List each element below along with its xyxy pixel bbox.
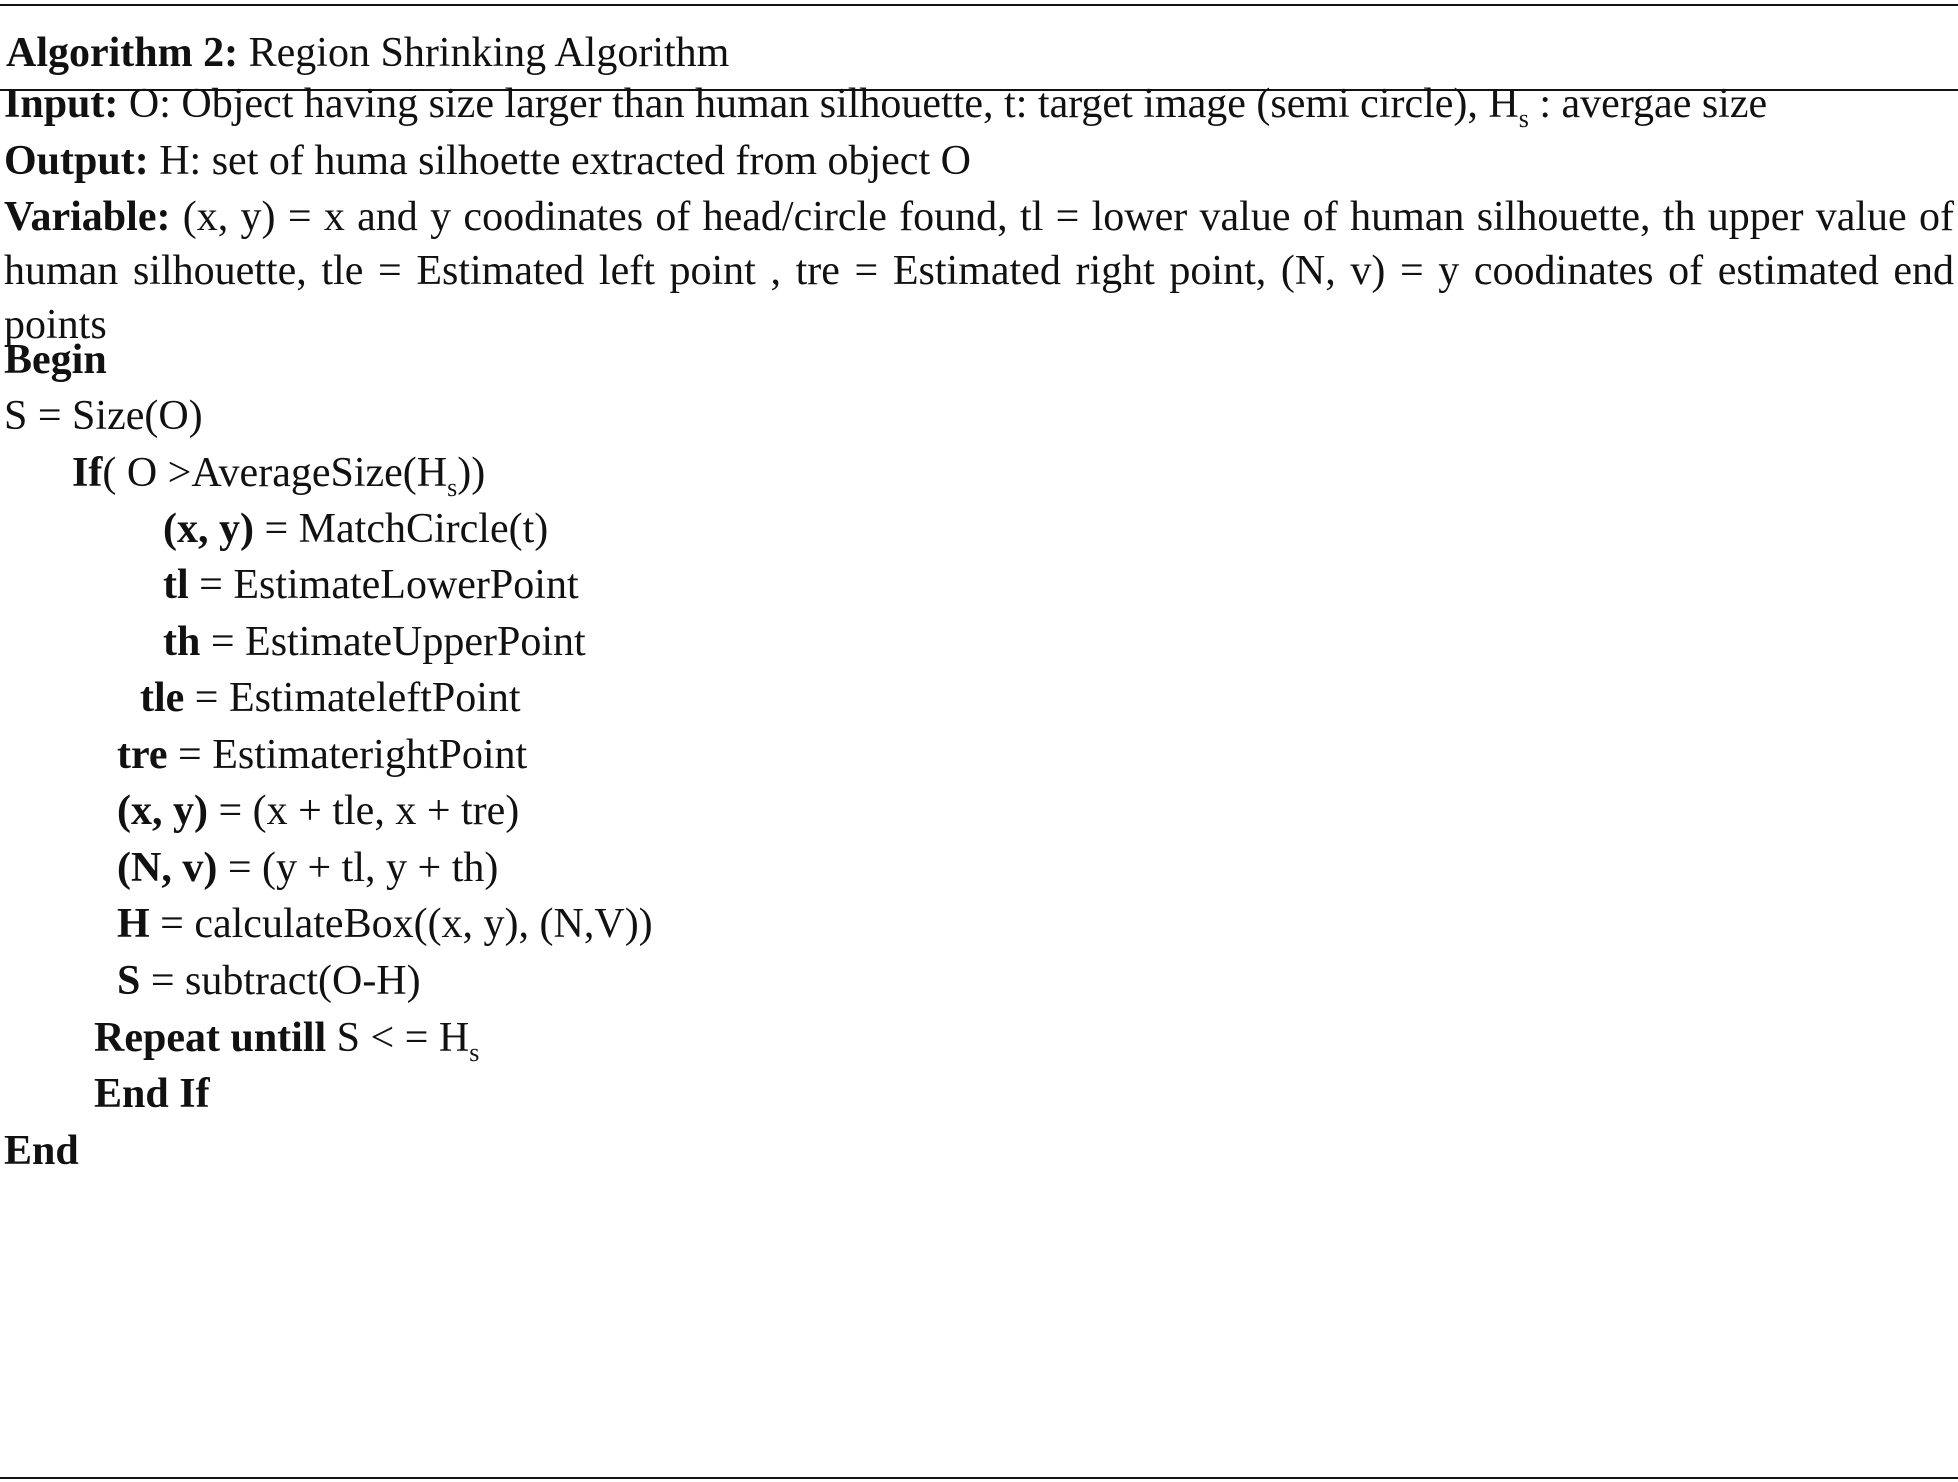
algorithm-title (6, 26, 729, 80)
if-keyword: If (72, 450, 103, 496)
output-text: H: set of huma silhoette extracted from object O (159, 138, 971, 184)
code-line-h (117, 897, 653, 951)
line-s-size: S = Size(O) (4, 393, 203, 439)
code-line-xy (117, 784, 519, 838)
repeat-condition: S < = H (326, 1015, 470, 1061)
end-if-keyword: End If (94, 1071, 210, 1117)
code-var: tre (117, 732, 168, 778)
code-expr: = calculateBox((x, y), (N,V)) (149, 901, 653, 947)
if-condition-sub: s (447, 473, 458, 502)
code-expr: = EstimateleftPoint (184, 675, 521, 721)
code-var: (x, y) (117, 788, 208, 834)
code-line-nv (117, 841, 498, 895)
variable-text: (x, y) = x and y coodinates of head/circle found, tl = lower value of human silhouette, th upper value of human silhouette, tle = Estimated left point , tre = Estimated right point, (N, v) = y coodinates of estimated end points (4, 194, 1954, 348)
input-label: Input: (4, 81, 119, 127)
code-var: H (117, 901, 150, 947)
code-line-match-circle (163, 502, 548, 556)
code-line-tl (163, 558, 579, 612)
code-expr: = subtract(O-H) (140, 958, 421, 1004)
if-condition: ( O >AverageSize(H (102, 450, 448, 496)
code-var: tl (163, 562, 189, 608)
input-text: O: Object having size larger than human silhouette, t: target image (semi circle), H (128, 81, 1519, 127)
code-line-subtract (117, 954, 421, 1008)
code-expr: = EstimaterightPoint (167, 732, 528, 778)
code-var: tle (140, 675, 185, 721)
code-expr: = (x + tle, x + tre) (207, 788, 520, 834)
variable-block (4, 190, 1954, 352)
code-expr: = EstimateUpperPoint (200, 619, 586, 665)
algorithm-name: Region Shrinking Algorithm (248, 30, 730, 76)
code-expr: = MatchCircle(t) (253, 506, 549, 552)
output-line (4, 134, 971, 188)
code-expr: = EstimateLowerPoint (188, 562, 579, 608)
algorithm-label: Algorithm 2: (6, 30, 239, 76)
if-condition-end: )) (457, 450, 486, 496)
code-var: S (117, 958, 141, 1004)
code-line-tle (140, 671, 521, 725)
repeat-keyword: Repeat untill (94, 1015, 327, 1061)
code-var: th (163, 619, 201, 665)
bottom-rule (0, 1477, 1958, 1479)
code-var: (x, y) (163, 506, 254, 552)
if-line (72, 446, 485, 500)
input-line (4, 77, 1767, 131)
end-keyword: End (4, 1128, 79, 1174)
repeat-sub: s (469, 1038, 480, 1067)
input-text-end: : avergae size (1528, 81, 1768, 127)
begin-keyword: Begin (4, 337, 107, 383)
code-line-tre (117, 728, 527, 782)
input-sub: s (1518, 104, 1529, 133)
variable-label: Variable: (4, 194, 171, 240)
top-rule (0, 4, 1958, 6)
output-label: Output: (4, 138, 149, 184)
code-expr: = (y + tl, y + th) (217, 845, 499, 891)
code-var: (N, v) (117, 845, 218, 891)
code-line-th (163, 615, 586, 669)
repeat-line (94, 1011, 479, 1065)
